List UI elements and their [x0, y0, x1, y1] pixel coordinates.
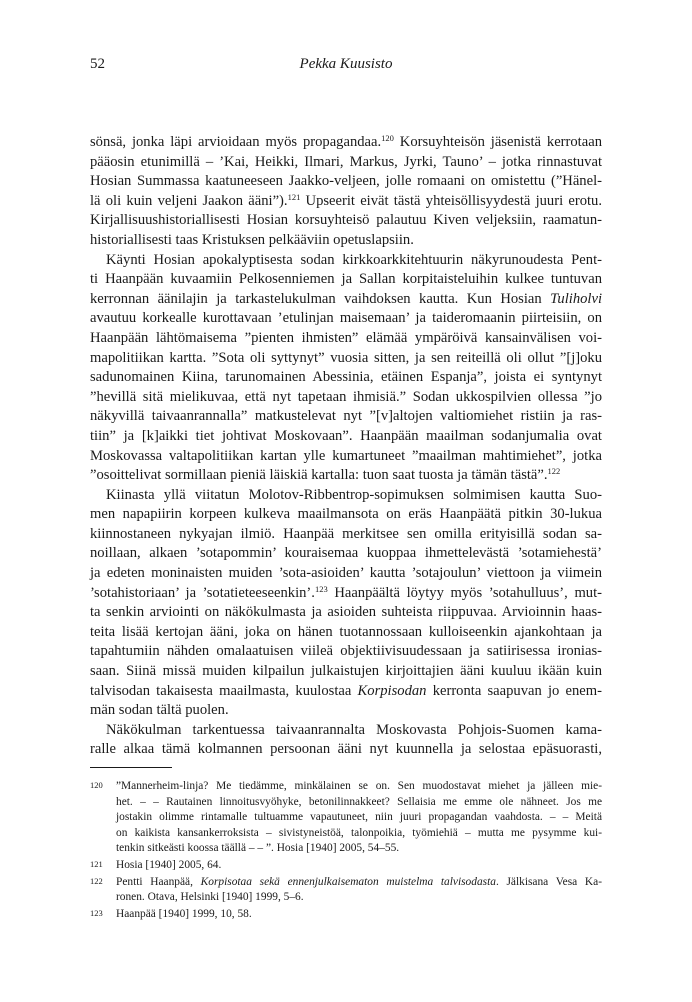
text-run: Pentti Haanpää, — [116, 875, 193, 888]
text-line: sadunomainen Kiina, tarunomainen Abessinia, etäinen Espanja”, joista ei syntynyt — [90, 369, 602, 386]
text-line: ”hevillä sitä mielikuvaa, että nyt tapetaan ihmisiä.” Sodan ukkospilvien ollessa ”jo — [90, 388, 602, 405]
text-line: ralle alkaa tämä kolmannen persoonan ääni nyt kuunnella ja selostaa epäsuorasti, — [90, 741, 602, 758]
text-run: ”osoittelivat sormillaan pieniä läiskiä kartalla: tuon saat tuosta ja tämän tästä”. — [90, 467, 548, 484]
text-line: tapahtumiin nähden omalaatuisen viileä objektiivisuudessaan ja satiirisessa ironias- — [90, 643, 602, 660]
text-run: lä oli kuin veljeni Jaakon ääni”). — [90, 192, 288, 209]
text-line: men napapiirin korpeen kulkeva maailmansota on eräs Haanpäätä pitkin 30-lukua — [90, 506, 602, 523]
text-line — [90, 584, 602, 604]
text-run: Haanpäältä löytyy myös ’sotahulluus’, mut- — [327, 584, 603, 601]
footnote-number: 121 — [90, 858, 103, 869]
footnote-123 — [90, 907, 602, 923]
text-run: Upseerit eivät tästä yhteisöllisyydestä juuri erotu. — [300, 192, 602, 209]
running-head: Pekka Kuusisto — [299, 56, 393, 72]
italic-title: Tuliholvi — [550, 290, 603, 307]
text-line: pääosin etunimillä – ’Kai, Heikki, Ilmari, Markus, Jyrki, Tauno’ – jotka rinnastuvat — [90, 153, 602, 170]
body-text — [90, 133, 602, 760]
footnote-line: tenkin sitkeästi koossa täällä – – ”. Hosia [1940] 2005, 54–55. — [116, 842, 400, 855]
text-run: talvisodan takaisesta maailmasta, kuulostaa — [90, 682, 352, 699]
text-line: historiallisesti taas Kristuksen pelkääviin opetuslapsiin. — [90, 231, 414, 248]
text-line: Käynti Hosian apokalyptisesta sodan kirkkoarkkitehtuurin näkyrunoudesta Pent- — [106, 251, 602, 268]
text-line: teita lisää kertojan ääni, joka on hänen tuotannossaan kulloiseenkin ajankohtaan ja — [90, 623, 602, 640]
footnote-120 — [90, 779, 602, 857]
footnote-122 — [90, 875, 602, 906]
footnote-121 — [90, 858, 602, 874]
text-line: noillaan, alkaen ’sotapommin’ kouraisemaa kuoppaa ihmettelevästä ’sotamiehestä’ — [90, 545, 602, 562]
footnote-line: on kaikista kansankerroksista – sivistyneistöä, talonpoikia, työmiehiä – mutta me pysymme kui- — [116, 826, 602, 839]
footnote-line: ronen. Otava, Helsinki [1940] 1999, 5–6. — [116, 891, 304, 904]
text-line: Hosian Summassa kaatuneeseen Jaakko-veljeen, jolle romaani on omistettu (”Hänel- — [90, 173, 602, 190]
text-line: näkyvillä taivaanrannalla” matkustelevat nyt ”[v]altojen valtiomiehet ristiin ja ras- — [90, 408, 602, 425]
text-line — [90, 682, 602, 702]
footnote-ref: 120 — [381, 133, 394, 143]
text-line: ti Haanpään kuvaamiin Pelkosenniemen ja Sallan korpitaisteluihin kulkee tuntuvan — [90, 271, 602, 288]
footnote-number: 122 — [90, 875, 103, 886]
text-line: Kirjallisuushistoriallisesti Hosian korsuyhteisö palautuu Kiven veljeksiin, raamatun- — [90, 212, 602, 229]
page-header — [90, 56, 602, 76]
footnote-number: 123 — [90, 907, 103, 918]
text-run: kerronta saapuvan jo enem- — [432, 682, 603, 699]
text-line — [90, 192, 602, 212]
text-line: ja edeten moninaisten muiden ’sota-asioiden’ kautta ’sotajoulun’ viettoon ja viimein — [90, 565, 602, 582]
footnote-line: het. – – Rautainen linnoitusvyöhyke, betonilinnakkeet? Sellaisia me emme ole nähneet. Jos me — [116, 795, 602, 808]
footnote-ref: 122 — [547, 466, 561, 477]
page-number: 52 — [90, 56, 105, 72]
footnote-line — [116, 875, 602, 891]
text-line — [90, 133, 602, 153]
footnote-line: Hosia [1940] 2005, 64. — [116, 858, 222, 871]
text-run: ’sotahistoriaan’ ja ’sotatieteeseenkin’. — [90, 584, 315, 601]
text-line: Kiinasta yllä viitatun Molotov-Ribbentrop-sopimuksen solmimisen kautta Suo- — [106, 486, 602, 503]
italic-title: Korpisotaa sekä ennenjulkaisematon muistelma talvisodasta — [200, 875, 496, 888]
text-run: Korsuyhteisön jäsenistä kerrotaan — [393, 134, 602, 150]
text-run: . Jälkisana Vesa Ka- — [495, 875, 602, 888]
italic-title: Korpisodan — [357, 682, 427, 699]
footnotes — [90, 779, 602, 923]
text-line — [90, 466, 602, 486]
paragraph-1 — [90, 133, 602, 251]
text-line: kiinnostaneen nykyajan ilmiö. Haanpää merkitsee sen omilla erityisillä sodan sa- — [90, 525, 602, 542]
text-line: Näkökulman tarkentuessa taivaanrannalta Moskovasta Pohjois-Suomen kama- — [106, 721, 602, 738]
text-line: män sodan tältä puolen. — [90, 702, 229, 719]
text-line: avautuu korkealle kurottavaan ’etulinjan maisemaan’ ja taideromaanin piirteisiin, on — [90, 310, 602, 327]
footnote-line: Haanpää [1940] 1999, 10, 58. — [116, 907, 252, 920]
paragraph-4 — [90, 721, 602, 760]
text-line: saan. Siinä missä muiden kilpailun julkaistujen kirjoittajien ääni kuuluu ikään kuin — [90, 663, 602, 680]
footnote-ref: 121 — [287, 191, 301, 202]
footnote-line: jostakin olimme rintamalle tultuamme vapautuneet, niin juuri propagandan vaahdosta. – – Meitä — [116, 811, 602, 824]
paragraph-3 — [90, 486, 602, 721]
text-line: Moskovassa valtapolitiikan kartan ylle kumartuneet ”maailman mahtimiehet”, jotka — [90, 447, 602, 464]
text-line: ta senkin arviointi on näkökulmasta ja asioiden suhteista riippuvaa. Arvioinnin haas- — [90, 604, 602, 621]
footnote-line: ”Mannerheim-linja? Me tiedämme, minkälainen se on. Sen muodostavat miehet ja jälleen mie- — [116, 780, 602, 792]
footnote-ref: 123 — [314, 583, 328, 594]
text-line: mapolitiikan kartta. ”Sota oli syttynyt” vuosia sitten, ja sen reiteillä oli ollut ”[j]oku — [90, 349, 602, 366]
footnote-number: 120 — [90, 780, 103, 790]
paragraph-2 — [90, 251, 602, 486]
text-line — [90, 290, 602, 310]
text-run: sönsä, jonka läpi arvioidaan myös propagandaa. — [90, 134, 382, 150]
text-run: kerronnan äänilajin ja tarkastelukulman vaihdoksen kautta. Kun Hosian — [90, 290, 542, 307]
text-line: Haanpään lähtömaisema ”pienten ihmisten” elämää ympäröivä kansainvälisen voi- — [90, 329, 602, 346]
footnote-divider — [90, 767, 172, 768]
text-line: tiin” ja [k]aikki tiet johtivat Moskovaan”. Haanpään maailman sodanjumalia ovat — [90, 427, 602, 444]
